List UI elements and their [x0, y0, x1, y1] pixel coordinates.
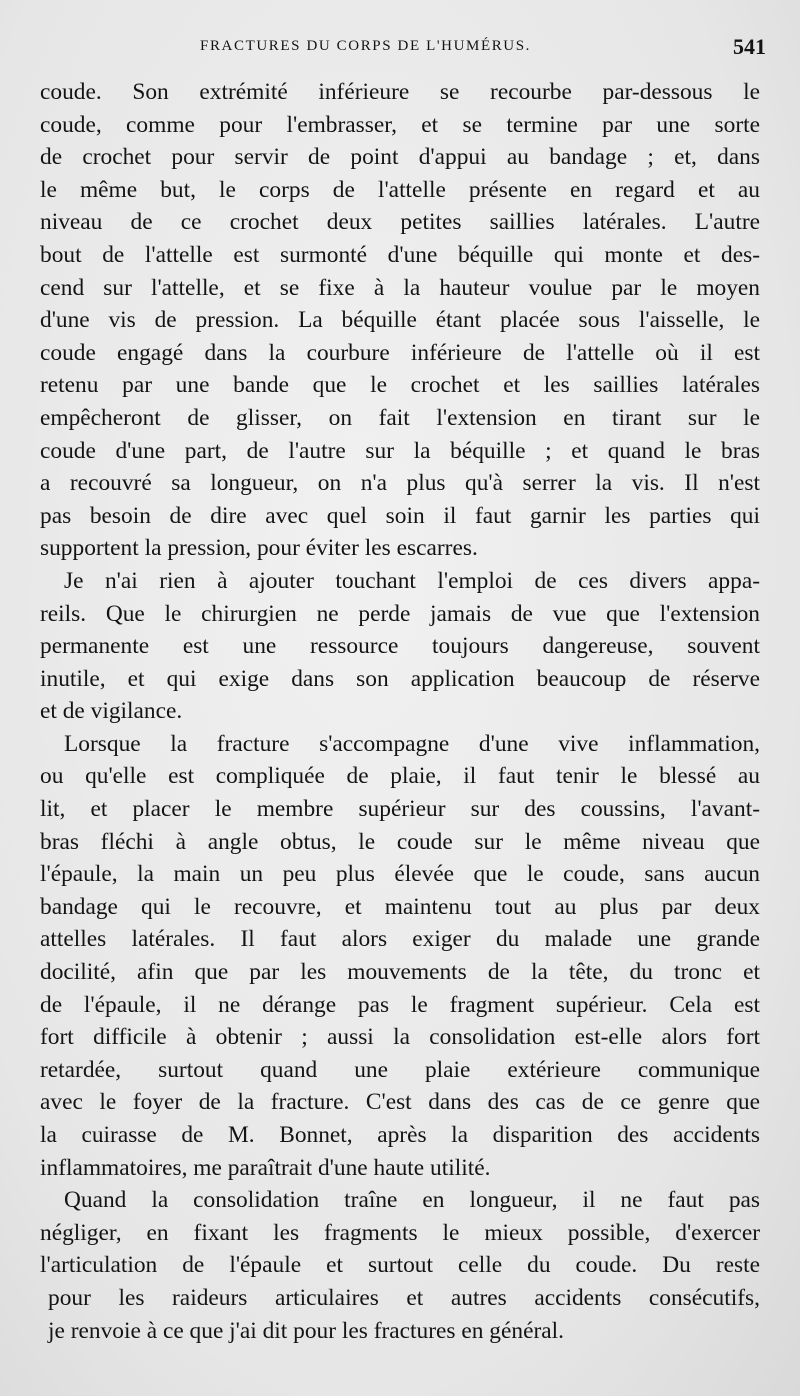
text-line: négliger, en fixant les fragments le mieux possible, d'exercer	[40, 1219, 760, 1246]
text-line: lit, et placer le membre supérieur sur des coussins, l'avant-	[40, 796, 760, 823]
text-line: de crochet pour servir de point d'appui au bandage ; et, dans	[40, 144, 760, 171]
body-text	[40, 76, 760, 1347]
text-line: reils. Que le chirurgien ne perde jamais de vue que l'extension	[40, 600, 760, 627]
text-line: fort difficile à obtenir ; aussi la consolidation est-elle alors fort	[40, 1024, 760, 1051]
text-line: avec le foyer de la fracture. C'est dans des cas de ce genre que	[40, 1089, 760, 1116]
text-line: docilité, afin que par les mouvements de la tête, du tronc et	[40, 959, 760, 986]
paragraph-start: Je n'ai rien à ajouter touchant l'emploi de ces divers appa-	[64, 567, 760, 594]
text-line: coude. Son extrémité inférieure se recourbe par-dessous le	[40, 79, 760, 105]
text-line: niveau de ce crochet deux petites saillies latérales. L'autre	[40, 209, 760, 236]
text-line: la cuirasse de M. Bonnet, après la disparition des accidents	[40, 1122, 760, 1148]
text-line: et de vigilance.	[40, 698, 183, 725]
text-line: bout de l'attelle est surmonté d'une béquille qui monte et des-	[40, 241, 760, 268]
text-line: l'articulation de l'épaule et surtout celle du coude. Du reste	[40, 1252, 760, 1279]
page-number: 541	[733, 34, 766, 59]
paragraph-start: Quand la consolidation traîne en longueur, il ne faut pas	[64, 1187, 760, 1214]
text-line: pas besoin de dire avec quel soin il faut garnir les parties qui	[40, 502, 760, 529]
text-line: l'épaule, la main un peu plus élevée que le coude, sans aucun	[40, 861, 760, 888]
text-line: d'une vis de pression. La béquille étant placée sous l'aisselle, le	[40, 307, 760, 334]
paragraph-start: Lorsque la fracture s'accompagne d'une vive inflammation,	[64, 730, 760, 757]
running-title: FRACTURES DU CORPS DE L'HUMÉRUS.	[200, 38, 532, 54]
text-line: de l'épaule, il ne dérange pas le fragment supérieur. Cela est	[40, 991, 760, 1018]
text-line: je renvoie à ce que j'ai dit pour les fractures en général.	[48, 1317, 564, 1344]
text-line: empêcheront de glisser, on fait l'extension en tirant sur le	[40, 404, 760, 431]
text-line: permanente est une ressource toujours dangereuse, souvent	[40, 633, 760, 660]
text-line: coude engagé dans la courbure inférieure de l'attelle où il est	[40, 339, 760, 366]
text-line: bras fléchi à angle obtus, le coude sur le même niveau que	[40, 828, 760, 855]
text-line: inutile, et qui exige dans son application beaucoup de réserve	[40, 665, 760, 692]
text-line: bandage qui le recouvre, et maintenu tout au plus par deux	[40, 893, 760, 920]
text-line: inflammatoires, me paraîtrait d'une haute utilité.	[40, 1154, 491, 1181]
text-line: le même but, le corps de l'attelle présente en regard et au	[40, 176, 760, 203]
text-line: coude d'une part, de l'autre sur la béquille ; et quand le bras	[40, 437, 760, 464]
text-line: cend sur l'attelle, et se fixe à la hauteur voulue par le moyen	[40, 274, 760, 301]
text-line: coude, comme pour l'embrasser, et se termine par une sorte	[40, 111, 760, 138]
text-line: ou qu'elle est compliquée de plaie, il faut tenir le blessé au	[40, 763, 760, 790]
page-header	[200, 34, 766, 62]
text-line: supportent la pression, pour éviter les escarres.	[40, 535, 478, 562]
text-line: a recouvré sa longueur, on n'a plus qu'à serrer la vis. Il n'est	[40, 470, 760, 497]
text-line: retardée, surtout quand une plaie extérieure communique	[40, 1056, 760, 1083]
text-line: pour les raideurs articulaires et autres accidents consécutifs,	[48, 1284, 760, 1311]
text-line: attelles latérales. Il faut alors exiger du malade une grande	[40, 926, 760, 953]
text-line: retenu par une bande que le crochet et les saillies latérales	[40, 372, 760, 399]
